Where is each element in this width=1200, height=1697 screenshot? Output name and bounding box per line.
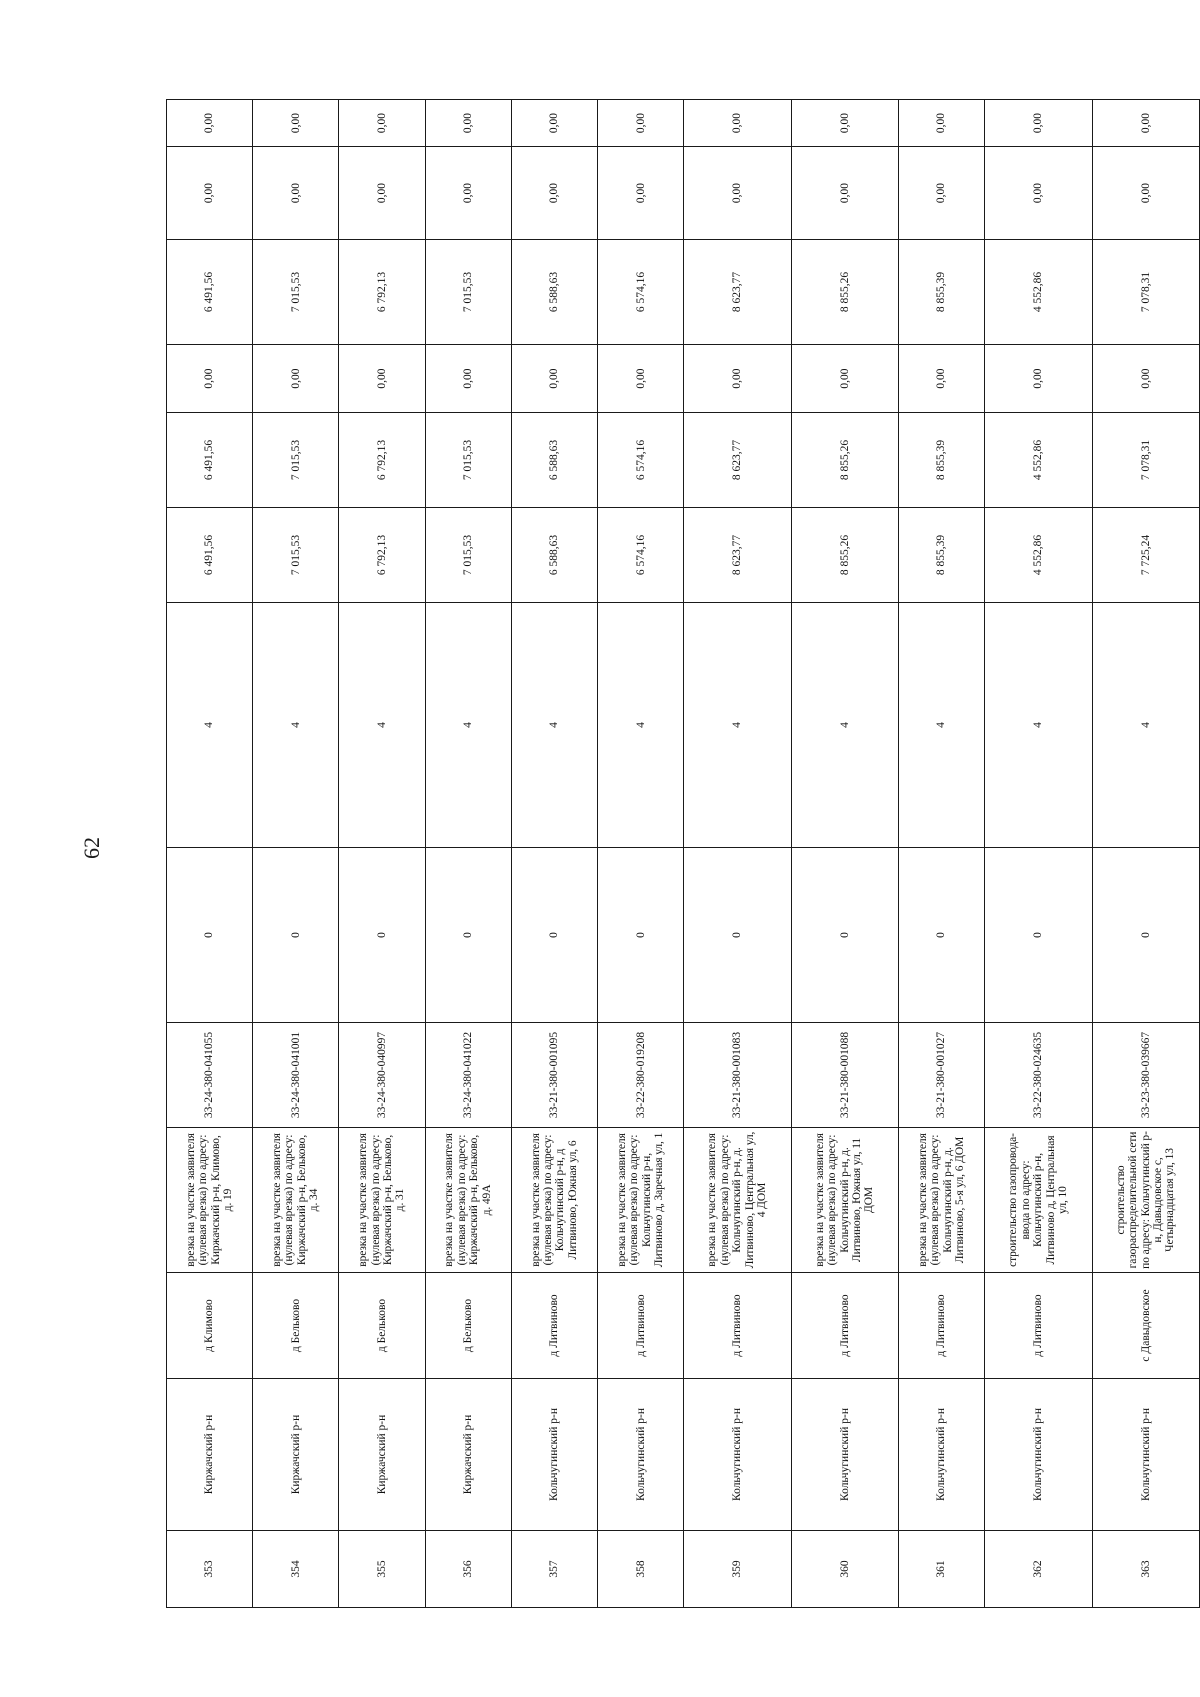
table-row — [791, 100, 898, 1608]
value-5-cell: 0,00 — [684, 147, 791, 240]
district-cell: Кольчугинский р-н — [684, 1379, 791, 1531]
column-b-cell: 4 — [791, 603, 898, 848]
locality-cell: д Литвиново — [791, 1273, 898, 1379]
value-3-cell: 0,00 — [899, 345, 985, 413]
row-number: 357 — [511, 1531, 597, 1608]
value-5-cell: 0,00 — [339, 147, 425, 240]
value-2-cell: 6 574,16 — [598, 413, 684, 508]
value-2-cell: 6 491,56 — [167, 413, 253, 508]
table-row — [985, 100, 1092, 1608]
value-4-cell: 8 623,77 — [684, 240, 791, 345]
value-5-cell: 0,00 — [511, 147, 597, 240]
row-number: 363 — [1092, 1531, 1199, 1608]
column-b-cell: 4 — [899, 603, 985, 848]
locality-cell: д Литвиново — [511, 1273, 597, 1379]
locality-cell: д Бельково — [425, 1273, 511, 1379]
cadastral-code-cell: 33-22-380-024635 — [985, 1023, 1092, 1128]
value-4-cell: 7 078,31 — [1092, 240, 1199, 345]
value-2-cell: 7 015,53 — [253, 413, 339, 508]
district-cell: Кольчугинский р-н — [985, 1379, 1092, 1531]
table-row — [511, 100, 597, 1608]
value-4-cell: 6 491,56 — [167, 240, 253, 345]
cadastral-code-cell: 33-21-380-001095 — [511, 1023, 597, 1128]
value-2-cell: 8 623,77 — [684, 413, 791, 508]
row-number: 360 — [791, 1531, 898, 1608]
value-6-cell: 0,00 — [899, 100, 985, 147]
column-a-cell: 0 — [1092, 848, 1199, 1023]
value-2-cell: 4 552,86 — [985, 413, 1092, 508]
cadastral-code-cell: 33-21-380-001083 — [684, 1023, 791, 1128]
value-4-cell: 4 552,86 — [985, 240, 1092, 345]
row-number: 354 — [253, 1531, 339, 1608]
value-5-cell: 0,00 — [598, 147, 684, 240]
cadastral-code-cell: 33-24-380-040997 — [339, 1023, 425, 1128]
value-3-cell: 0,00 — [791, 345, 898, 413]
district-cell: Кольчугинский р-н — [899, 1379, 985, 1531]
row-number: 358 — [598, 1531, 684, 1608]
value-5-cell: 0,00 — [425, 147, 511, 240]
column-a-cell: 0 — [985, 848, 1092, 1023]
column-b-cell: 4 — [985, 603, 1092, 848]
value-6-cell: 0,00 — [791, 100, 898, 147]
value-3-cell: 0,00 — [511, 345, 597, 413]
table-row — [684, 100, 791, 1608]
value-1-cell: 6 792,13 — [339, 508, 425, 603]
value-4-cell: 8 855,39 — [899, 240, 985, 345]
district-cell: Кольчугинский р-н — [511, 1379, 597, 1531]
column-b-cell: 4 — [511, 603, 597, 848]
value-1-cell: 4 552,86 — [985, 508, 1092, 603]
column-b-cell: 4 — [684, 603, 791, 848]
row-number: 356 — [425, 1531, 511, 1608]
locality-cell: д Литвиново — [899, 1273, 985, 1379]
description-cell: строительство газопровода-ввода по адресу: Кольчугинский р-н, Литвиново д, Центральная ул, 10 — [985, 1128, 1092, 1273]
locality-cell: д Бельково — [253, 1273, 339, 1379]
column-b-cell: 4 — [167, 603, 253, 848]
rotated-table-wrapper — [166, 100, 1200, 1608]
value-3-cell: 0,00 — [253, 345, 339, 413]
description-cell: врезка на участке заявителя (нулевая врезка) по адресу: Кольчугинский р-н, д Литвиново, Южная ул, 6 — [511, 1128, 597, 1273]
locality-cell: д Климово — [167, 1273, 253, 1379]
value-2-cell: 8 855,26 — [791, 413, 898, 508]
value-6-cell: 0,00 — [985, 100, 1092, 147]
value-4-cell: 7 015,53 — [253, 240, 339, 345]
column-a-cell: 0 — [253, 848, 339, 1023]
row-number: 353 — [167, 1531, 253, 1608]
description-cell: врезка на участке заявителя (нулевая врезка) по адресу: Киржачский р-н, Бельково, д. 31 — [339, 1128, 425, 1273]
locality-cell: с Давыдовское — [1092, 1273, 1199, 1379]
value-2-cell: 6 792,13 — [339, 413, 425, 508]
value-6-cell: 0,00 — [167, 100, 253, 147]
document-table — [166, 99, 1200, 1608]
cadastral-code-cell: 33-22-380-019208 — [598, 1023, 684, 1128]
value-3-cell: 0,00 — [684, 345, 791, 413]
row-number: 362 — [985, 1531, 1092, 1608]
column-a-cell: 0 — [684, 848, 791, 1023]
value-4-cell: 6 588,63 — [511, 240, 597, 345]
cadastral-code-cell: 33-21-380-001088 — [791, 1023, 898, 1128]
value-2-cell: 6 588,63 — [511, 413, 597, 508]
value-2-cell: 7 015,53 — [425, 413, 511, 508]
value-1-cell: 8 855,39 — [899, 508, 985, 603]
value-3-cell: 0,00 — [167, 345, 253, 413]
column-a-cell: 0 — [791, 848, 898, 1023]
value-4-cell: 7 015,53 — [425, 240, 511, 345]
value-5-cell: 0,00 — [791, 147, 898, 240]
cadastral-code-cell: 33-24-380-041055 — [167, 1023, 253, 1128]
district-cell: Кольчугинский р-н — [598, 1379, 684, 1531]
value-4-cell: 6 574,16 — [598, 240, 684, 345]
table-row — [339, 100, 425, 1608]
description-cell: врезка на участке заявителя (нулевая врезка) по адресу: Кольчугинский р-н, д. Литвиново, Южная ул, 11 ДОМ — [791, 1128, 898, 1273]
table-row — [425, 100, 511, 1608]
cadastral-code-cell: 33-24-380-041022 — [425, 1023, 511, 1128]
value-1-cell: 8 855,26 — [791, 508, 898, 603]
district-cell: Кольчугинский р-н — [791, 1379, 898, 1531]
value-6-cell: 0,00 — [339, 100, 425, 147]
value-1-cell: 8 623,77 — [684, 508, 791, 603]
value-1-cell: 6 491,56 — [167, 508, 253, 603]
value-1-cell: 6 588,63 — [511, 508, 597, 603]
cadastral-code-cell: 33-24-380-041001 — [253, 1023, 339, 1128]
description-cell: врезка на участке заявителя (нулевая врезка) по адресу: Кольчугинский р-н, Литвиново д, Заречная ул, 1 — [598, 1128, 684, 1273]
table-row — [1092, 100, 1199, 1608]
value-6-cell: 0,00 — [684, 100, 791, 147]
value-3-cell: 0,00 — [1092, 345, 1199, 413]
column-a-cell: 0 — [511, 848, 597, 1023]
description-cell: врезка на участке заявителя (нулевая врезка) по адресу: Киржачский р-н, Бельково, д. 49А — [425, 1128, 511, 1273]
locality-cell: д Литвиново — [985, 1273, 1092, 1379]
table-row — [899, 100, 985, 1608]
table-row — [598, 100, 684, 1608]
district-cell: Кольчугинский р-н — [1092, 1379, 1199, 1531]
value-5-cell: 0,00 — [899, 147, 985, 240]
locality-cell: д Бельково — [339, 1273, 425, 1379]
description-cell: строительство газораспределительной сети по адресу: Кольчугинский р-н, Давыдовское с, Четырнадцатая ул, 13 — [1092, 1128, 1199, 1273]
column-b-cell: 4 — [1092, 603, 1199, 848]
value-3-cell: 0,00 — [425, 345, 511, 413]
value-2-cell: 8 855,39 — [899, 413, 985, 508]
value-4-cell: 8 855,26 — [791, 240, 898, 345]
value-5-cell: 0,00 — [167, 147, 253, 240]
cadastral-code-cell: 33-23-380-039667 — [1092, 1023, 1199, 1128]
table-row — [253, 100, 339, 1608]
value-3-cell: 0,00 — [339, 345, 425, 413]
value-5-cell: 0,00 — [985, 147, 1092, 240]
column-a-cell: 0 — [167, 848, 253, 1023]
column-a-cell: 0 — [425, 848, 511, 1023]
column-b-cell: 4 — [253, 603, 339, 848]
value-1-cell: 6 574,16 — [598, 508, 684, 603]
value-6-cell: 0,00 — [1092, 100, 1199, 147]
column-a-cell: 0 — [339, 848, 425, 1023]
value-6-cell: 0,00 — [253, 100, 339, 147]
district-cell: Киржачский р-н — [167, 1379, 253, 1531]
column-a-cell: 0 — [899, 848, 985, 1023]
description-cell: врезка на участке заявителя (нулевая врезка) по адресу: Киржачский р-н, Бельково, д. 34 — [253, 1128, 339, 1273]
cadastral-code-cell: 33-21-380-001027 — [899, 1023, 985, 1128]
description-cell: врезка на участке заявителя (нулевая врезка) по адресу: Киржачский р-н, Климово, д. 19 — [167, 1128, 253, 1273]
column-b-cell: 4 — [598, 603, 684, 848]
column-a-cell: 0 — [598, 848, 684, 1023]
value-3-cell: 0,00 — [985, 345, 1092, 413]
value-1-cell: 7 015,53 — [425, 508, 511, 603]
value-6-cell: 0,00 — [598, 100, 684, 147]
district-cell: Киржачский р-н — [253, 1379, 339, 1531]
row-number: 355 — [339, 1531, 425, 1608]
value-5-cell: 0,00 — [1092, 147, 1199, 240]
value-6-cell: 0,00 — [511, 100, 597, 147]
value-1-cell: 7 015,53 — [253, 508, 339, 603]
locality-cell: д Литвиново — [598, 1273, 684, 1379]
table-row — [167, 100, 253, 1608]
value-2-cell: 7 078,31 — [1092, 413, 1199, 508]
row-number: 359 — [684, 1531, 791, 1608]
column-b-cell: 4 — [339, 603, 425, 848]
locality-cell: д Литвиново — [684, 1273, 791, 1379]
value-6-cell: 0,00 — [425, 100, 511, 147]
row-number: 361 — [899, 1531, 985, 1608]
description-cell: врезка на участке заявителя (нулевая врезка) по адресу: Кольчугинский р-н, д. Литвиново, 5-я ул, 6 ДОМ — [899, 1128, 985, 1273]
value-4-cell: 6 792,13 — [339, 240, 425, 345]
description-cell: врезка на участке заявителя (нулевая врезка) по адресу: Кольчугинский р-н, д. Литвиново, Центральная ул, 4 ДОМ — [684, 1128, 791, 1273]
value-5-cell: 0,00 — [253, 147, 339, 240]
district-cell: Киржачский р-н — [425, 1379, 511, 1531]
page-number: 62 — [79, 837, 104, 859]
district-cell: Киржачский р-н — [339, 1379, 425, 1531]
column-b-cell: 4 — [425, 603, 511, 848]
value-3-cell: 0,00 — [598, 345, 684, 413]
value-1-cell: 7 725,24 — [1092, 508, 1199, 603]
